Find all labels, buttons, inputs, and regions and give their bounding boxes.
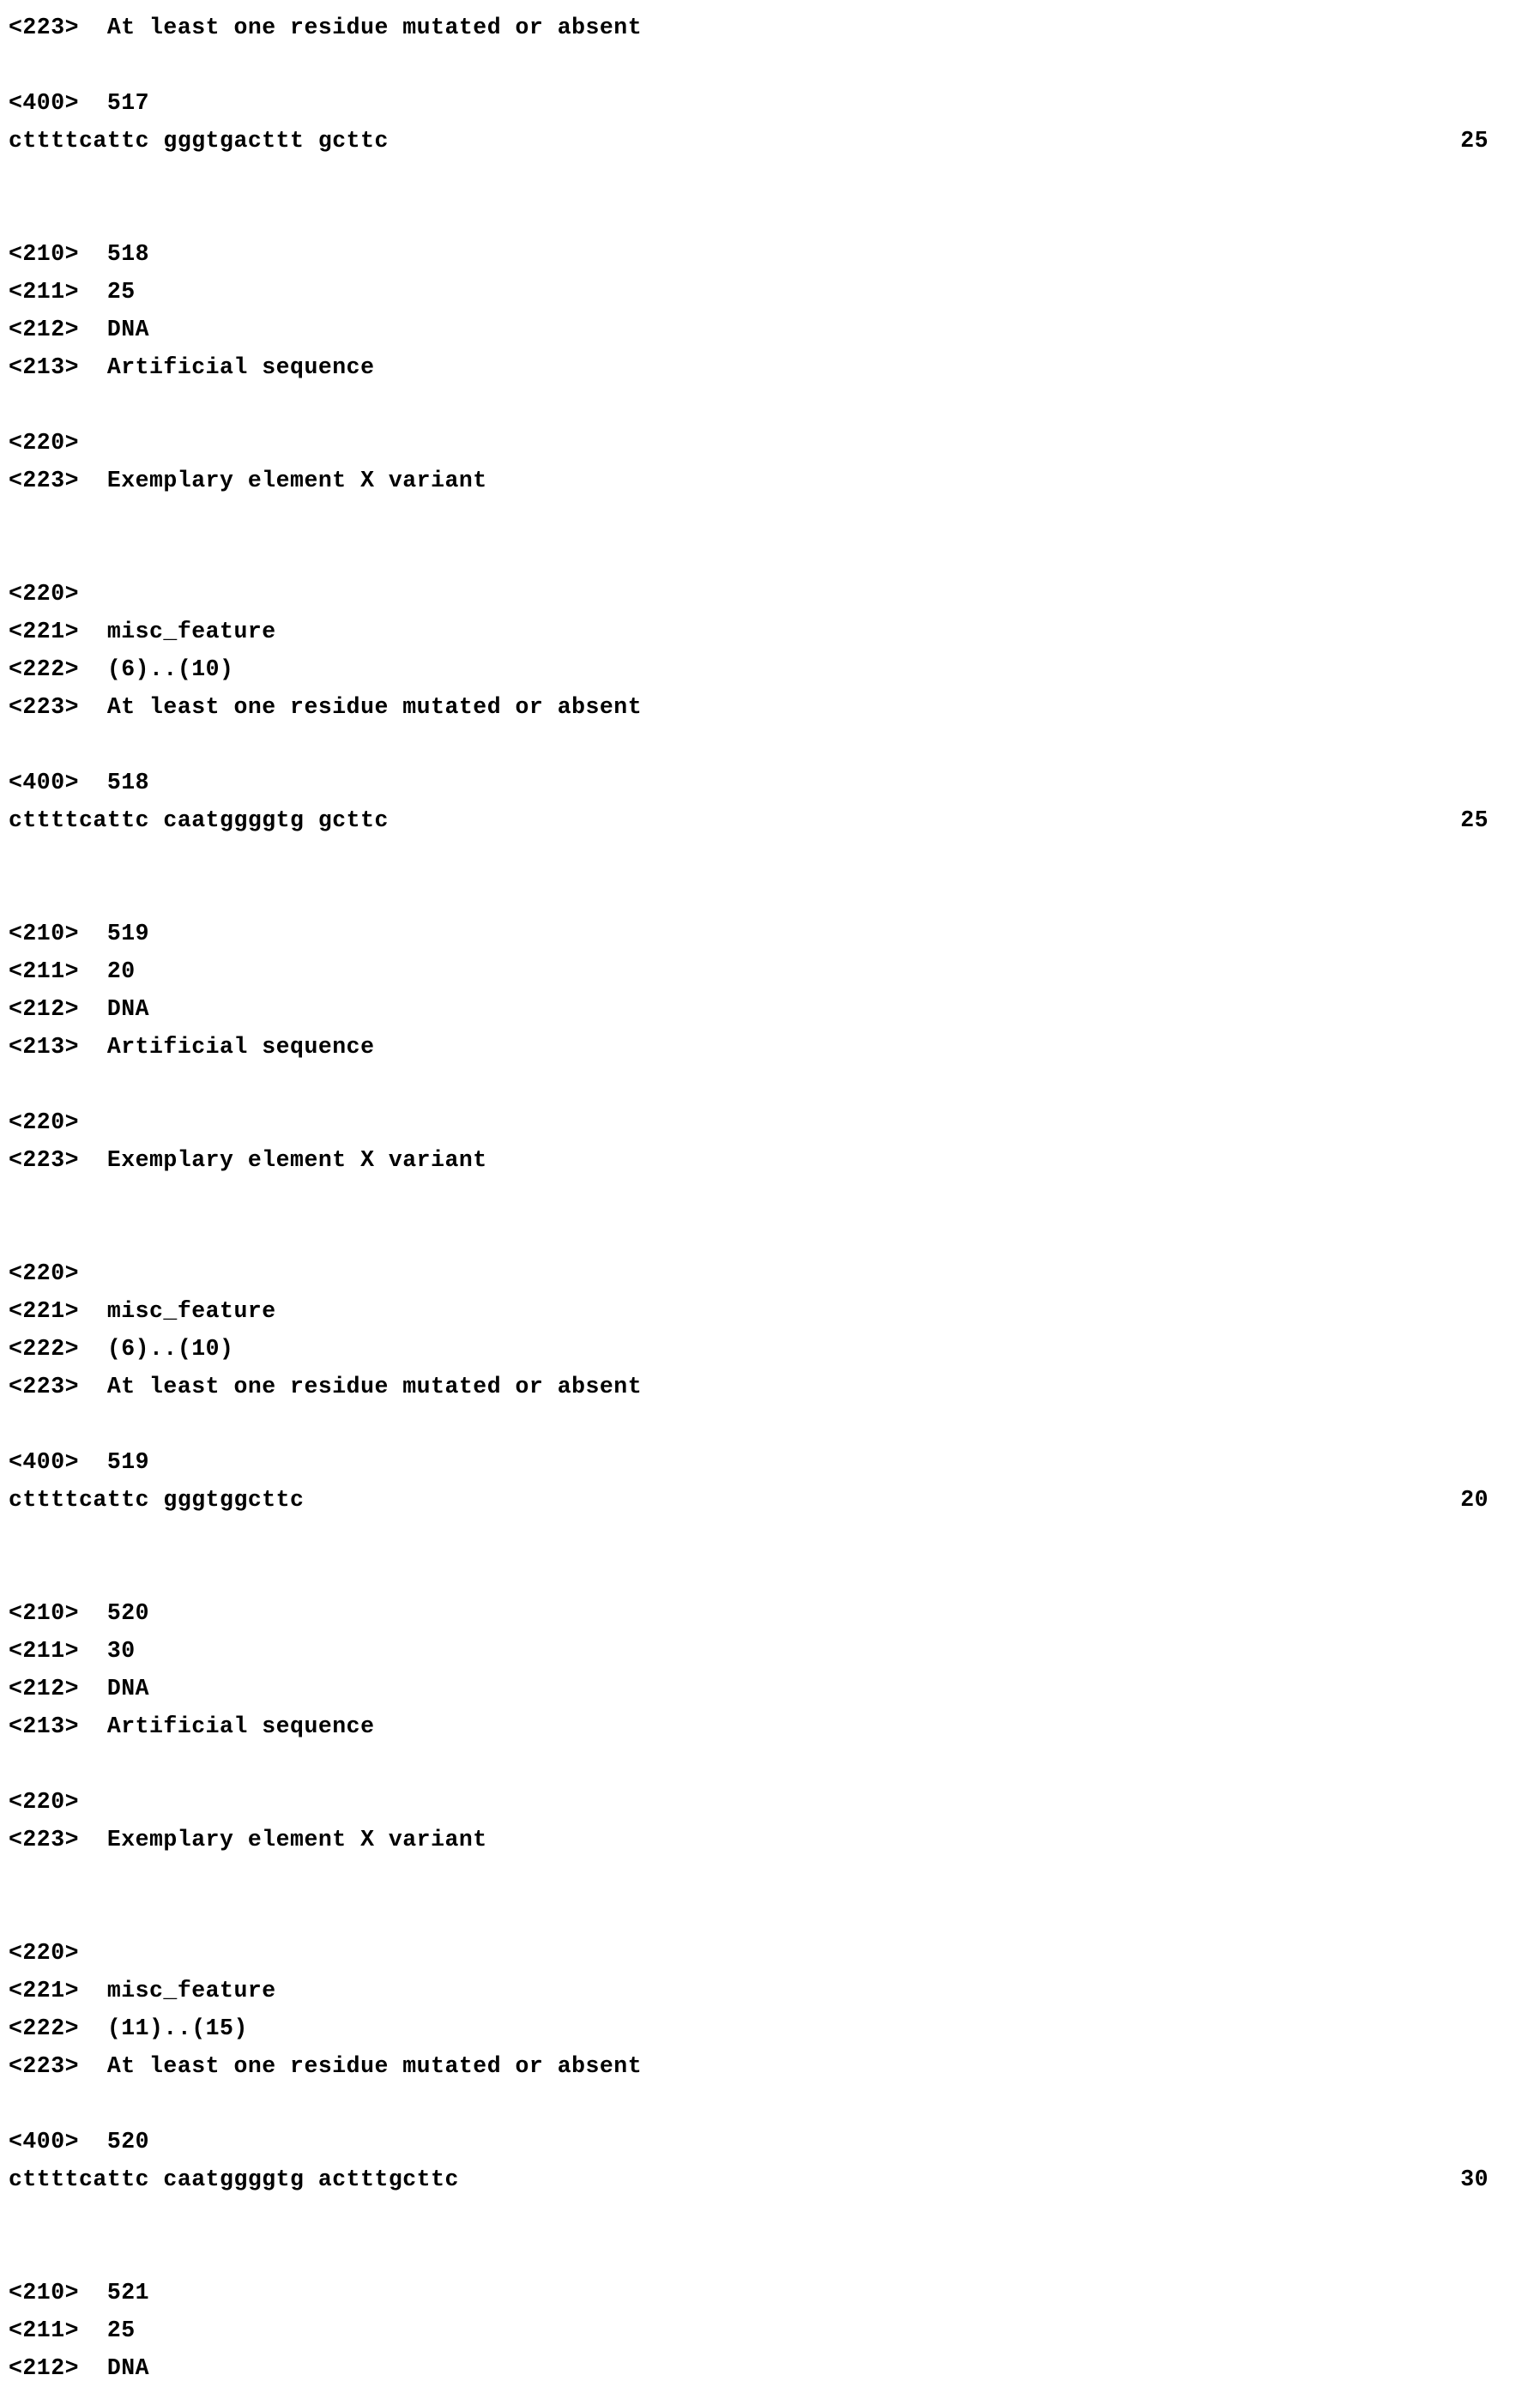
line-text: <222> (6)..(10) [9, 1336, 234, 1362]
line-text: <400> 517 [9, 90, 150, 116]
line-text: <223> At least one residue mutated or absent [9, 1374, 643, 1399]
listing-line [9, 462, 1489, 499]
blank-line [9, 1556, 1489, 1594]
blank-line [9, 877, 1489, 915]
blank-line [9, 726, 1489, 764]
line-text: <213> Artificial sequence [9, 354, 375, 380]
listing-line [9, 1594, 1489, 1632]
line-text: cttttcattc gggtgacttt gcttc [9, 128, 389, 154]
blank-line [9, 1896, 1489, 1934]
line-text: <210> 520 [9, 1600, 150, 1626]
line-text: <221> misc_feature [9, 1298, 276, 1324]
listing-line [9, 2009, 1489, 2047]
listing-line [9, 1972, 1489, 2009]
line-text: <212> DNA [9, 996, 150, 1022]
line-text: <212> DNA [9, 1676, 150, 1701]
line-text: <213> Artificial sequence [9, 1034, 375, 1060]
listing-line [9, 1670, 1489, 1707]
listing-line [9, 2160, 1489, 2198]
blank-line [9, 1745, 1489, 1783]
blank-line [9, 1405, 1489, 1443]
line-text: <211> 25 [9, 2318, 136, 2343]
line-text: <210> 519 [9, 921, 150, 946]
line-text: <222> (11)..(15) [9, 2015, 248, 2041]
blank-line [9, 537, 1489, 575]
line-text: <220> [9, 430, 80, 456]
listing-line [9, 575, 1489, 613]
listing-line [9, 613, 1489, 650]
blank-line [9, 386, 1489, 424]
line-text: <210> 518 [9, 241, 150, 267]
listing-line [9, 952, 1489, 990]
line-text: <400> 518 [9, 770, 150, 795]
blank-line [9, 499, 1489, 537]
listing-line [9, 801, 1489, 839]
line-text: <221> misc_feature [9, 1978, 276, 2003]
listing-line [9, 1254, 1489, 1292]
listing-line [9, 235, 1489, 273]
line-text: <212> DNA [9, 2355, 150, 2381]
blank-line [9, 1066, 1489, 1103]
listing-line [9, 1028, 1489, 1066]
line-text: <221> misc_feature [9, 619, 276, 644]
blank-line [9, 160, 1489, 197]
listing-line [9, 1368, 1489, 1405]
listing-line [9, 1707, 1489, 1745]
listing-line [9, 1632, 1489, 1670]
sequence-length: 30 [1460, 2166, 1489, 2192]
listing-line [9, 1783, 1489, 1821]
line-text: cttttcattc caatggggtg gcttc [9, 807, 389, 833]
line-text: <213> Artificial sequence [9, 1713, 375, 1739]
listing-line [9, 2274, 1489, 2311]
line-text: <211> 25 [9, 279, 136, 305]
line-text: <222> (6)..(10) [9, 656, 234, 682]
listing-line [9, 688, 1489, 726]
listing-line [9, 764, 1489, 801]
blank-line [9, 2198, 1489, 2236]
line-text: <220> [9, 1109, 80, 1135]
blank-line [9, 46, 1489, 84]
listing-line [9, 1103, 1489, 1141]
listing-line [9, 348, 1489, 386]
blank-line [9, 1179, 1489, 1217]
listing-line [9, 9, 1489, 46]
sequence-listing-body [9, 9, 1489, 2387]
listing-line [9, 1821, 1489, 1858]
listing-line [9, 2349, 1489, 2387]
blank-line [9, 2085, 1489, 2123]
listing-line [9, 2047, 1489, 2085]
sequence-length: 25 [1460, 128, 1489, 154]
listing-line [9, 1934, 1489, 1972]
listing-line [9, 273, 1489, 311]
line-text: <223> At least one residue mutated or absent [9, 694, 643, 720]
blank-line [9, 2236, 1489, 2274]
line-text: <210> 521 [9, 2280, 150, 2305]
blank-line [9, 1217, 1489, 1254]
listing-line [9, 2311, 1489, 2349]
listing-line [9, 122, 1489, 160]
line-text: <211> 30 [9, 1638, 136, 1664]
listing-line [9, 1481, 1489, 1519]
line-text: <223> At least one residue mutated or absent [9, 2053, 643, 2079]
listing-line [9, 1330, 1489, 1368]
line-text: <220> [9, 1940, 80, 1966]
listing-line [9, 311, 1489, 348]
line-text: <400> 520 [9, 2129, 150, 2154]
line-text: cttttcattc gggtggcttc [9, 1487, 305, 1513]
listing-line [9, 1292, 1489, 1330]
listing-line [9, 84, 1489, 122]
blank-line [9, 1519, 1489, 1556]
line-text: <400> 519 [9, 1449, 150, 1475]
line-text: <220> [9, 581, 80, 607]
line-text: cttttcattc caatggggtg actttgcttc [9, 2166, 459, 2192]
line-text: <223> Exemplary element X variant [9, 1147, 487, 1173]
listing-line [9, 1141, 1489, 1179]
listing-line [9, 1443, 1489, 1481]
blank-line [9, 1858, 1489, 1896]
line-text: <220> [9, 1260, 80, 1286]
sequence-length: 20 [1460, 1487, 1489, 1513]
line-text: <220> [9, 1789, 80, 1815]
line-text: <223> Exemplary element X variant [9, 468, 487, 493]
listing-line [9, 990, 1489, 1028]
line-text: <223> At least one residue mutated or absent [9, 15, 643, 40]
listing-line [9, 2123, 1489, 2160]
sequence-length: 25 [1460, 807, 1489, 833]
listing-line [9, 650, 1489, 688]
line-text: <211> 20 [9, 958, 136, 984]
line-text: <223> Exemplary element X variant [9, 1827, 487, 1852]
blank-line [9, 197, 1489, 235]
line-text: <212> DNA [9, 317, 150, 342]
blank-line [9, 839, 1489, 877]
listing-line [9, 424, 1489, 462]
listing-line [9, 915, 1489, 952]
